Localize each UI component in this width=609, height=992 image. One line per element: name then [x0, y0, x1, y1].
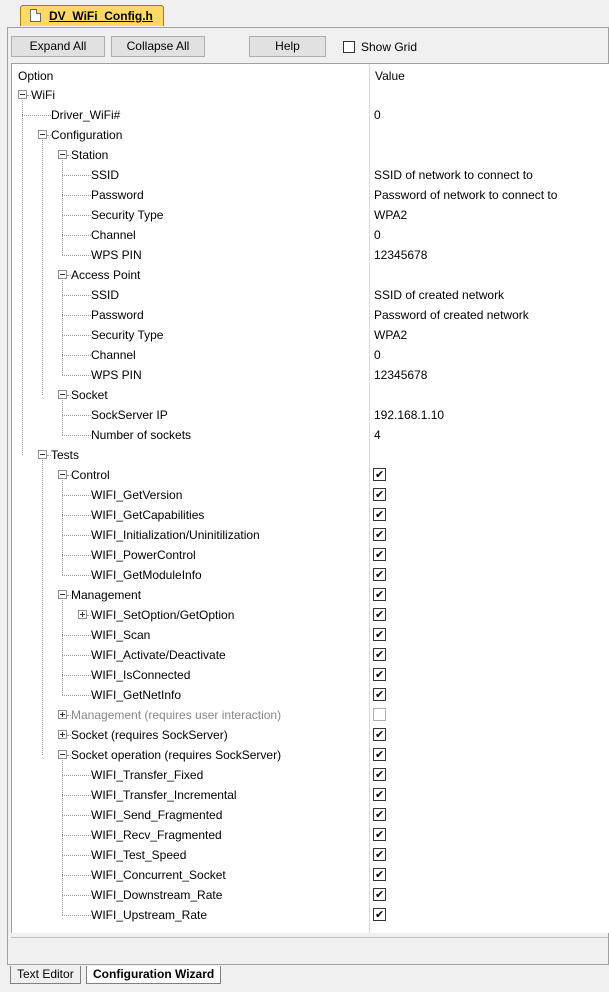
tree-row[interactable] [12, 625, 609, 645]
checkmark-icon: ✔ [375, 628, 385, 641]
option-checkbox[interactable] [373, 728, 386, 741]
checkmark-icon: ✔ [375, 808, 385, 821]
tree-row[interactable] [12, 465, 609, 485]
option-value[interactable]: Password of created network [374, 308, 529, 322]
options-grid [11, 63, 609, 933]
checkmark-icon: ✔ [375, 688, 385, 701]
tree-connector [62, 635, 91, 636]
tree-row[interactable] [12, 445, 609, 465]
option-checkbox[interactable] [373, 828, 386, 841]
tree-item-label: WIFI_Transfer_Fixed [91, 768, 204, 782]
tree-connector [62, 555, 91, 556]
checkmark-icon: ✔ [375, 768, 385, 781]
checkmark-icon: ✔ [375, 568, 385, 581]
tree-row[interactable] [12, 845, 609, 865]
checkmark-icon: ✔ [375, 608, 385, 621]
tree-connector [62, 495, 91, 496]
tree-connector [62, 855, 91, 856]
tree-item-label: Management (requires user interaction) [71, 708, 282, 722]
option-checkbox[interactable] [373, 488, 386, 501]
expand-icon[interactable] [78, 610, 87, 619]
option-checkbox[interactable] [373, 528, 386, 541]
tree-item-label: Configuration [51, 128, 123, 142]
checkmark-icon: ✔ [375, 588, 385, 601]
tree-connector [62, 215, 91, 216]
tree-row[interactable] [12, 485, 609, 505]
tree-row[interactable] [12, 265, 609, 285]
collapse-all-button[interactable]: Collapse All [111, 36, 205, 57]
tree-row[interactable] [12, 805, 609, 825]
tree-connector [62, 255, 91, 256]
tree-row[interactable] [12, 245, 609, 265]
option-checkbox[interactable] [373, 788, 386, 801]
option-value[interactable]: WPA2 [374, 328, 408, 342]
checkmark-icon: ✔ [375, 468, 385, 481]
tree-connector [62, 435, 91, 436]
collapse-icon[interactable] [58, 590, 67, 599]
tree-connector [62, 335, 91, 336]
tree-row[interactable] [12, 685, 609, 705]
column-header-option[interactable]: Option [18, 69, 54, 83]
tree-row[interactable] [12, 905, 609, 925]
tree-connector [62, 795, 91, 796]
tree-item-label: SSID [91, 168, 120, 182]
tree-item-label: WIFI_GetModuleInfo [91, 568, 202, 582]
tree-row[interactable] [12, 645, 609, 665]
tree-connector [62, 195, 91, 196]
option-checkbox[interactable] [373, 648, 386, 661]
tree-connector [62, 655, 91, 656]
tree-connector [62, 895, 91, 896]
tree-connector [62, 415, 91, 416]
tree-row[interactable] [12, 605, 609, 625]
tree-row[interactable] [12, 785, 609, 805]
tree-row[interactable] [12, 545, 609, 565]
tree-row[interactable] [12, 725, 609, 745]
tab-text-editor[interactable] [10, 966, 81, 984]
collapse-icon[interactable] [58, 270, 67, 279]
option-checkbox[interactable] [373, 808, 386, 821]
tree-row[interactable] [12, 585, 609, 605]
collapse-icon[interactable] [18, 90, 27, 99]
tree-connector [62, 575, 91, 576]
column-header-value[interactable]: Value [375, 69, 405, 83]
option-value[interactable]: 0 [374, 228, 381, 242]
option-checkbox[interactable] [373, 668, 386, 681]
option-value[interactable]: SSID of created network [374, 288, 505, 302]
tree-item-label: Control [71, 468, 110, 482]
tree-row[interactable] [12, 405, 609, 425]
bottom-tab-bar [0, 965, 609, 992]
tree-item-label: WIFI_GetNetInfo [91, 688, 182, 702]
tree-item-label: Station [71, 148, 109, 162]
option-value[interactable]: 192.168.1.10 [374, 408, 445, 422]
tree-row[interactable] [12, 305, 609, 325]
tree-item-label: WIFI_GetVersion [91, 488, 183, 502]
tree-item-label: Channel [91, 228, 136, 242]
tree-item-label: WIFI_GetCapabilities [91, 508, 205, 522]
tree-row[interactable] [12, 345, 609, 365]
tree-row[interactable] [12, 425, 609, 445]
checkmark-icon: ✔ [375, 668, 385, 681]
option-checkbox[interactable] [373, 888, 386, 901]
tree-item-label: Security Type [91, 328, 164, 342]
tree-item-label: WIFI_Transfer_Incremental [91, 788, 237, 802]
tree-connector [62, 375, 91, 376]
tree-item-label: WiFi [31, 88, 55, 102]
tree-row[interactable] [12, 145, 609, 165]
option-checkbox[interactable] [373, 608, 386, 621]
tab-text-editor-label: Text Editor [17, 967, 74, 981]
option-checkbox[interactable] [373, 908, 386, 921]
tree-item-label: Password [91, 308, 144, 322]
tree-row[interactable] [12, 365, 609, 385]
checkmark-icon: ✔ [375, 748, 385, 761]
tree-item-label: Socket operation (requires SockServer) [71, 748, 282, 762]
tree-item-label: WIFI_SetOption/GetOption [91, 608, 235, 622]
option-value[interactable]: SSID of network to connect to [374, 168, 533, 182]
option-value[interactable]: Password of network to connect to [374, 188, 558, 202]
tree-row[interactable] [12, 185, 609, 205]
tree-connector [62, 675, 91, 676]
option-checkbox[interactable] [373, 508, 386, 521]
tree-row[interactable] [12, 505, 609, 525]
option-checkbox[interactable] [373, 868, 386, 881]
tree-item-label: Security Type [91, 208, 164, 222]
checkmark-icon: ✔ [375, 648, 385, 661]
tree-item-label: SockServer IP [91, 408, 168, 422]
file-icon [30, 9, 41, 22]
tree-item-label: WPS PIN [91, 368, 142, 382]
tree-row[interactable] [12, 825, 609, 845]
tree-item-label: Password [91, 188, 144, 202]
option-value[interactable]: WPA2 [374, 208, 408, 222]
option-checkbox[interactable] [373, 688, 386, 701]
option-checkbox[interactable] [373, 848, 386, 861]
tree-row[interactable] [12, 865, 609, 885]
file-tab-label: DV_WiFi_Config.h [49, 9, 153, 23]
checkmark-icon: ✔ [375, 488, 385, 501]
show-grid-checkbox[interactable] [343, 41, 355, 53]
option-value[interactable]: 0 [374, 348, 381, 362]
tree-row[interactable] [12, 745, 609, 765]
toolbar [8, 34, 608, 60]
tree-row[interactable] [12, 105, 609, 125]
option-value[interactable]: 12345678 [374, 248, 428, 262]
tree-connector [62, 695, 91, 696]
tree-item-label: WIFI_PowerControl [91, 548, 196, 562]
collapse-icon[interactable] [38, 450, 47, 459]
checkmark-icon: ✔ [375, 848, 385, 861]
option-value[interactable]: 4 [374, 428, 381, 442]
tree-row[interactable] [12, 325, 609, 345]
tree-item-label: Driver_WiFi# [51, 108, 121, 122]
option-checkbox[interactable] [373, 628, 386, 641]
checkmark-icon: ✔ [375, 908, 385, 921]
tree-row[interactable] [12, 225, 609, 245]
tree-row[interactable] [12, 165, 609, 185]
tree-row[interactable] [12, 385, 609, 405]
expand-all-button[interactable]: Expand All [11, 36, 105, 57]
tree-item-label: Management [71, 588, 142, 602]
option-checkbox[interactable] [373, 768, 386, 781]
tree-connector [62, 295, 91, 296]
option-checkbox[interactable] [373, 468, 386, 481]
tree-connector [62, 355, 91, 356]
checkmark-icon: ✔ [375, 528, 385, 541]
option-value[interactable]: 0 [374, 108, 381, 122]
tree-connector [62, 235, 91, 236]
collapse-icon[interactable] [58, 470, 67, 479]
tree-connector [22, 115, 51, 116]
collapse-icon[interactable] [58, 390, 67, 399]
tree-row[interactable] [12, 125, 609, 145]
tree-item-label: WIFI_Upstream_Rate [91, 908, 208, 922]
tree-item-label: WIFI_Scan [91, 628, 151, 642]
tree-connector [62, 515, 91, 516]
tree-row[interactable] [12, 85, 609, 105]
tree-item-label: Access Point [71, 268, 141, 282]
tree-row[interactable] [12, 705, 609, 725]
tree-connector [62, 835, 91, 836]
expand-icon[interactable] [58, 730, 67, 739]
tree-item-label: WIFI_Downstream_Rate [91, 888, 223, 902]
checkmark-icon: ✔ [375, 728, 385, 741]
tree-row[interactable] [12, 885, 609, 905]
option-checkbox[interactable] [373, 588, 386, 601]
checkmark-icon: ✔ [375, 828, 385, 841]
tree-connector [62, 175, 91, 176]
tree-item-label: Number of sockets [91, 428, 192, 442]
tree-item-label: WIFI_Initialization/Uninitilization [91, 528, 260, 542]
file-tab-bar [0, 0, 609, 28]
option-value[interactable]: 12345678 [374, 368, 428, 382]
tree-item-label: Socket [71, 388, 108, 402]
status-bar [11, 937, 608, 962]
checkmark-icon: ✔ [375, 788, 385, 801]
file-tab[interactable] [20, 5, 164, 26]
tree-row[interactable] [12, 205, 609, 225]
checkmark-icon: ✔ [375, 548, 385, 561]
tree-connector [62, 775, 91, 776]
option-checkbox[interactable] [373, 748, 386, 761]
tree-row[interactable] [12, 565, 609, 585]
checkmark-icon: ✔ [375, 888, 385, 901]
tree-connector [62, 875, 91, 876]
show-grid-label: Show Grid [361, 40, 418, 54]
tree-item-label: WIFI_Recv_Fragmented [91, 828, 222, 842]
tree-item-label: SSID [91, 288, 120, 302]
tree-connector [62, 535, 91, 536]
collapse-icon[interactable] [38, 130, 47, 139]
option-checkbox[interactable] [373, 548, 386, 561]
help-button[interactable]: Help [249, 36, 326, 57]
option-checkbox [373, 708, 386, 721]
tree-connector [62, 315, 91, 316]
tree-item-label: WIFI_Activate/Deactivate [91, 648, 226, 662]
tree-item-label: Tests [51, 448, 80, 462]
tab-configuration-wizard-label: Configuration Wizard [93, 967, 215, 981]
expand-icon[interactable] [58, 710, 67, 719]
tree-item-label: WIFI_IsConnected [91, 668, 191, 682]
tree-connector [62, 815, 91, 816]
tree-item-label: WIFI_Send_Fragmented [91, 808, 223, 822]
tree-connector [62, 915, 91, 916]
tree-row[interactable] [12, 665, 609, 685]
tab-configuration-wizard[interactable] [86, 966, 221, 984]
tree-row[interactable] [12, 285, 609, 305]
tree-row[interactable] [12, 765, 609, 785]
checkmark-icon: ✔ [375, 868, 385, 881]
tree-row[interactable] [12, 525, 609, 545]
tree-item-label: Channel [91, 348, 136, 362]
tree-item-label: WPS PIN [91, 248, 142, 262]
option-checkbox[interactable] [373, 568, 386, 581]
tree-item-label: WIFI_Concurrent_Socket [91, 868, 226, 882]
tree-item-label: Socket (requires SockServer) [71, 728, 228, 742]
checkmark-icon: ✔ [375, 508, 385, 521]
collapse-icon[interactable] [58, 750, 67, 759]
tree-item-label: WIFI_Test_Speed [91, 848, 187, 862]
collapse-icon[interactable] [58, 150, 67, 159]
